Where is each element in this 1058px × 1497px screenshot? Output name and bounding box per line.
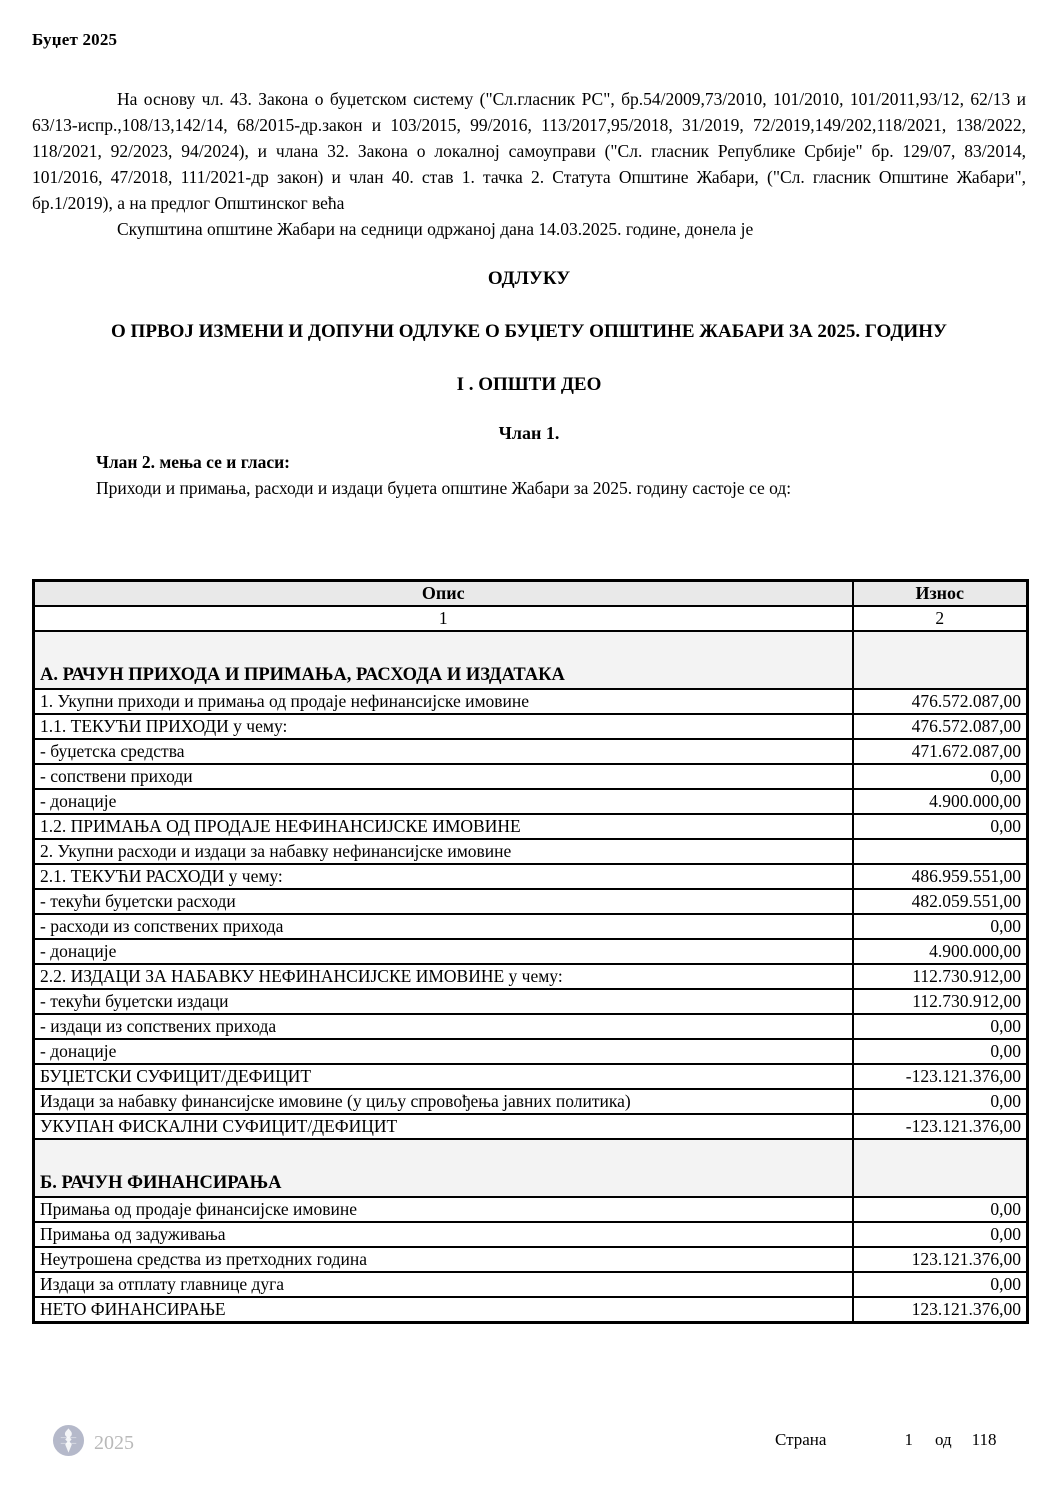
table-row xyxy=(34,1089,1028,1114)
general-part-title: I . ОПШТИ ДЕО xyxy=(456,374,602,395)
row-label-cell: А. РАЧУН ПРИХОДА И ПРИМАЊА, РАСХОДА И ИЗДАТАКА xyxy=(34,631,853,689)
row-value-cell xyxy=(853,631,1028,689)
amount-column-header: Износ xyxy=(853,581,1028,607)
description-column-header: Опис xyxy=(34,581,853,607)
budget-table xyxy=(32,579,1029,1324)
page-label: Страна xyxy=(775,1430,827,1449)
row-value-cell: 0,00 xyxy=(853,914,1028,939)
row-label-cell: Издаци за отплату главнице дуга xyxy=(34,1272,853,1297)
table-row xyxy=(34,889,1028,914)
row-value-cell: 486.959.551,00 xyxy=(853,864,1028,889)
table-row xyxy=(34,689,1028,714)
table-row xyxy=(34,839,1028,864)
row-value-cell: 0,00 xyxy=(853,1089,1028,1114)
row-label-cell: - текући буџетски расходи xyxy=(34,889,853,914)
table-row xyxy=(34,1014,1028,1039)
row-value-cell: 471.672.087,00 xyxy=(853,739,1028,764)
row-value-cell: 4.900.000,00 xyxy=(853,939,1028,964)
footer-left xyxy=(52,1424,134,1462)
table-row xyxy=(34,864,1028,889)
page-total: 118 xyxy=(971,1430,997,1449)
clause-text: Приходи и примања, расходи и издаци буџета општине Жабари за 2025. годину састоје се од: xyxy=(96,478,792,498)
row-label-cell: - донације xyxy=(34,789,853,814)
table-row xyxy=(34,1039,1028,1064)
column-number-row xyxy=(34,606,1028,631)
row-label-cell: БУЏЕТСКИ СУФИЦИТ/ДЕФИЦИТ xyxy=(34,1064,853,1089)
row-value-cell: 0,00 xyxy=(853,1014,1028,1039)
section-row xyxy=(34,631,1028,689)
column-number-1: 1 xyxy=(34,606,853,631)
row-label-cell: 2.2. ИЗДАЦИ ЗА НАБАВКУ НЕФИНАНСИЈСКЕ ИМОВИНЕ у чему: xyxy=(34,964,853,989)
section-row xyxy=(34,1139,1028,1197)
column-number-2: 2 xyxy=(853,606,1028,631)
row-value-cell: 0,00 xyxy=(853,764,1028,789)
row-label-cell: Примања од задуживања xyxy=(34,1222,853,1247)
page-number: 1 xyxy=(904,1430,913,1449)
table-row xyxy=(34,764,1028,789)
footer-year: 2025 xyxy=(94,1431,134,1454)
row-value-cell: 123.121.376,00 xyxy=(853,1297,1028,1323)
row-label-cell: Неутрошена средства из претходних година xyxy=(34,1247,853,1272)
row-value-cell: -123.121.376,00 xyxy=(853,1064,1028,1089)
row-label-cell: - донације xyxy=(34,939,853,964)
table-row xyxy=(34,939,1028,964)
row-label-cell: - буџетска средства xyxy=(34,739,853,764)
row-label-cell: Издаци за набавку финансијске имовине (у циљу спровођења јавних политика) xyxy=(34,1089,853,1114)
table-row xyxy=(34,1247,1028,1272)
row-label-cell: 2.1. ТЕКУЋИ РАСХОДИ у чему: xyxy=(34,864,853,889)
table-row xyxy=(34,1114,1028,1139)
table-row xyxy=(34,1064,1028,1089)
row-label-cell: Примања од продаје финансијске имовине xyxy=(34,1197,853,1222)
row-value-cell: 0,00 xyxy=(853,1222,1028,1247)
row-value-cell: 0,00 xyxy=(853,814,1028,839)
table-row xyxy=(34,989,1028,1014)
row-label-cell: УКУПАН ФИСКАЛНИ СУФИЦИТ/ДЕФИЦИТ xyxy=(34,1114,853,1139)
page-counter xyxy=(775,1430,997,1450)
table-row xyxy=(34,814,1028,839)
table-row xyxy=(34,964,1028,989)
row-value-cell: 4.900.000,00 xyxy=(853,789,1028,814)
row-label-cell: 1. Укупни приходи и примања од продаје нефинансијске имовине xyxy=(34,689,853,714)
row-value-cell xyxy=(853,1139,1028,1197)
row-value-cell: 123.121.376,00 xyxy=(853,1247,1028,1272)
row-label-cell: - издаци из сопствених прихода xyxy=(34,1014,853,1039)
row-label-cell: 2. Укупни расходи и издаци за набавку нефинансијске имовине xyxy=(34,839,853,864)
table-row xyxy=(34,1297,1028,1323)
table-body xyxy=(34,631,1028,1323)
table-row xyxy=(34,789,1028,814)
row-label-cell: Б. РАЧУН ФИНАНСИРАЊА xyxy=(34,1139,853,1197)
row-label-cell: НЕТО ФИНАНСИРАЊЕ xyxy=(34,1297,853,1323)
session-paragraph: Скупштина општине Жабари на седници одржаној дана 14.03.2025. године, донела је xyxy=(117,219,754,239)
row-value-cell: 476.572.087,00 xyxy=(853,714,1028,739)
table-row xyxy=(34,1197,1028,1222)
intro-paragraph: На основу чл. 43. Закона о буџетском систему ("Сл.гласник РС", бр.54/2009,73/2010, 101/2010, 101/2011,93/12, 62/13 и 63/13-испр.,108/13,142/14, 68/2015-др.закон и 103/2015, 99/2016, 113/2017,95/2018, 31/2019, 72/2019,149/202,118/2021, 138/2022, 118/2021, 92/2023, 94/2024), и члана 32. Закона о локалној самоуправи ("Сл. гласник Републике Србије" бр. 129/07, 83/2014, 101/2016, 47/2018, 111/2021-др закон) и члан 40. став 1. тачка 2. Статута Општине Жабари, ("Сл. гласник Општине Жабари", бр.1/2019), а на предлог Општинског већа xyxy=(32,89,1026,213)
row-value-cell: 112.730.912,00 xyxy=(853,989,1028,1014)
page-of-label: од xyxy=(934,1430,952,1449)
row-value-cell: 0,00 xyxy=(853,1039,1028,1064)
table-row xyxy=(34,1272,1028,1297)
row-value-cell: 482.059.551,00 xyxy=(853,889,1028,914)
row-label-cell: - расходи из сопствених прихода xyxy=(34,914,853,939)
row-label-cell: 1.1. ТЕКУЋИ ПРИХОДИ у чему: xyxy=(34,714,853,739)
table-row xyxy=(34,714,1028,739)
table-row xyxy=(34,1222,1028,1247)
row-label-cell: - текући буџетски издаци xyxy=(34,989,853,1014)
article-1-title: Члан 1. xyxy=(498,423,560,443)
row-value-cell: 112.730.912,00 xyxy=(853,964,1028,989)
table-row xyxy=(34,739,1028,764)
row-value-cell: 0,00 xyxy=(853,1272,1028,1297)
row-value-cell: -123.121.376,00 xyxy=(853,1114,1028,1139)
row-label-cell: - сопствени приходи xyxy=(34,764,853,789)
amendment-title: О ПРВОЈ ИЗМЕНИ И ДОПУНИ ОДЛУКЕ О БУЏЕТУ ОПШТИНЕ ЖАБАРИ ЗА 2025. ГОДИНУ xyxy=(111,321,947,342)
row-value-cell: 0,00 xyxy=(853,1197,1028,1222)
row-value-cell: 476.572.087,00 xyxy=(853,689,1028,714)
row-label-cell: - донације xyxy=(34,1039,853,1064)
municipal-emblem-icon xyxy=(52,1424,85,1462)
row-value-cell xyxy=(853,839,1028,864)
row-label-cell: 1.2. ПРИМАЊА ОД ПРОДАЈЕ НЕФИНАНСИЈСКЕ ИМОВИНЕ xyxy=(34,814,853,839)
decision-title: ОДЛУКУ xyxy=(487,268,571,289)
clause-heading: Члан 2. мења се и гласи: xyxy=(96,452,291,472)
table-header-row xyxy=(34,581,1028,607)
table-row xyxy=(34,914,1028,939)
page-header-label: Буџет 2025 xyxy=(32,30,118,49)
